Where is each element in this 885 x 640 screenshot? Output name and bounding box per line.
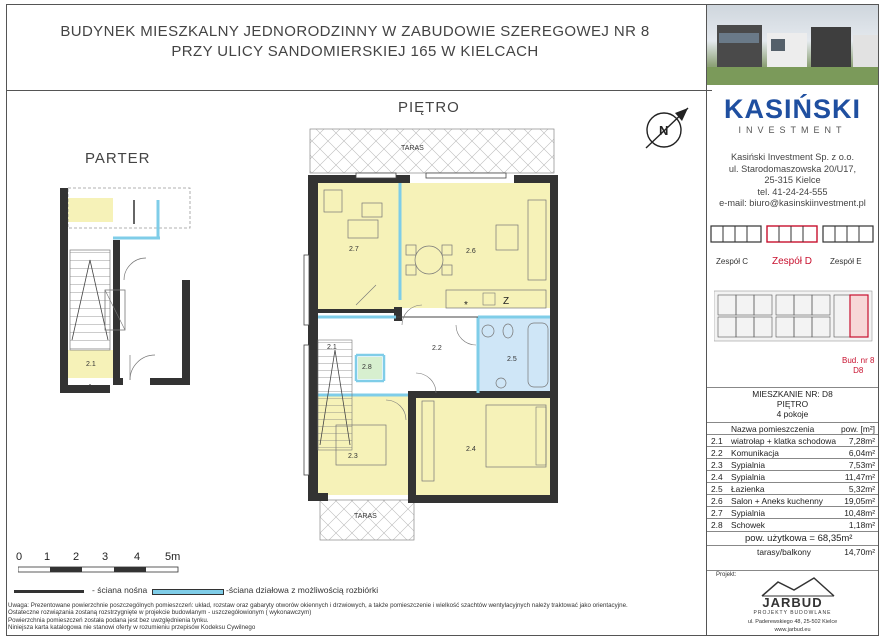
- zespol-d-label: Zespół D: [772, 256, 813, 267]
- note-line: Uwaga: Prezentowane powierzchnie poszczególnych pomieszczeń: układ, rozstaw oraz gabaryty otworów okiennych i drzwiowych, a także pomieszczenie i wielkość szachtów wentylacyjnych należy traktować jako orientacyjne.: [8, 602, 628, 609]
- zespol-e-label: Zespół E: [830, 257, 862, 266]
- note-line: Powierzchnia pomieszczeń została podana jest bez uwzględnienia tynku.: [8, 616, 209, 624]
- scale-tick: 5m: [165, 551, 181, 563]
- building-photo: [707, 5, 878, 85]
- room-label-2-4: 2.4: [466, 446, 476, 453]
- scale-tick: 4: [134, 551, 141, 563]
- col-name-header: Nazwa pomieszczenia: [731, 424, 815, 434]
- room-no: 2.3: [711, 460, 723, 470]
- jarbud-web: www.jarbud.eu: [774, 627, 811, 633]
- kasinski-logo: [707, 90, 878, 148]
- room-no: 2.7: [711, 508, 723, 518]
- note-line: Niniejsza karta katalogowa nie stanowi oferty w rozumieniu przepisów Kodeksu Cywilnego: [8, 624, 256, 632]
- zespol-icons: [709, 222, 877, 248]
- table-row: [707, 446, 878, 459]
- usable-area: pow. użytkowa = 68,35m²: [745, 533, 853, 544]
- jarbud-subtext: PROJEKTY BUDOWLANE: [753, 610, 832, 616]
- partition-wall-legend: -ściana działowa z możliwością rozbiórki: [226, 585, 379, 595]
- upper-floor-label: PIĘTRO: [398, 99, 460, 116]
- ground-floor-plan: [50, 180, 200, 425]
- table-row: [707, 482, 878, 495]
- logo-subtext: INVESTMENT: [738, 125, 847, 135]
- room-label-2-8: 2.8: [362, 364, 372, 371]
- apartment-title: MIESZKANIE NR: D8: [707, 387, 878, 399]
- document-title: [10, 22, 700, 62]
- building-number: Bud. nr 8: [842, 356, 875, 365]
- logo-text: KASIŃSKI: [723, 94, 861, 124]
- project-label: Projekt:: [716, 572, 737, 578]
- scale-bar: [18, 565, 183, 575]
- bearing-wall-swatch: [14, 590, 84, 593]
- room-name: Salon + Aneks kuchenny: [731, 496, 823, 506]
- scale-tick: 0: [16, 551, 23, 563]
- site-plan-mini: [714, 289, 874, 343]
- usable-area-row: [707, 531, 878, 545]
- table-row: [707, 506, 878, 519]
- company-line: tel. 41-24-24-555: [757, 186, 828, 197]
- col-area-header: pow. [m²]: [841, 424, 875, 434]
- room-area: 7,28m²: [848, 436, 875, 446]
- upper-floor-plan: [296, 125, 566, 545]
- star-mark: *: [464, 300, 468, 311]
- building-code: D8: [853, 366, 864, 375]
- room-no: 2.1: [711, 436, 723, 446]
- company-line: 25-315 Kielce: [764, 175, 821, 185]
- scale-tick: 3: [102, 551, 109, 563]
- table-header-row: [707, 422, 878, 435]
- company-info: [707, 152, 878, 210]
- room-label-2-2: 2.2: [432, 345, 442, 352]
- room-name: Łazienka: [731, 484, 765, 494]
- scale-tick: 2: [73, 551, 80, 563]
- room-no: 2.8: [711, 520, 723, 530]
- company-line: ul. Starodomaszowska 20/U17,: [728, 163, 857, 174]
- room-label-2-7: 2.7: [349, 246, 359, 253]
- table-row: [707, 470, 878, 483]
- note-line: Ostateczne rozwiązania zostaną rozstrzygnięte w projekcie budowlanym - uszczegółowionym ( wykonawczym): [8, 609, 312, 617]
- jarbud-logo-text: JARBUD: [762, 595, 823, 610]
- title-line-1: BUDYNEK MIESZKALNY JEDNORODZINNY W ZABUDOWIE SZEREGOWEJ NR 8: [60, 23, 650, 40]
- terrace-area: 14,70m²: [844, 547, 875, 557]
- scale-tick: 1: [44, 551, 51, 563]
- room-name: Sypialnia: [731, 460, 765, 470]
- title-line-2: PRZY ULICY SANDOMIERSKIEJ 165 W KIELCACH: [171, 43, 539, 60]
- company-line: e-mail: biuro@kasinskiinvestment.pl: [719, 198, 866, 208]
- table-row: [707, 494, 878, 507]
- building-label: [842, 356, 874, 376]
- room-label-2-1: 2.1: [327, 344, 337, 351]
- table-row: [707, 518, 878, 531]
- terrace-top-label: TARAS: [401, 145, 424, 152]
- header-divider: [6, 90, 712, 91]
- terrace-label: tarasy/balkony: [757, 547, 811, 557]
- disclaimer-notes: [8, 602, 708, 632]
- room-name: Sypialnia: [731, 472, 765, 482]
- jarbud-address: ul. Paderewskiego 48, 25-502 Kielce: [747, 619, 838, 625]
- north-arrow-icon: [638, 100, 694, 156]
- bearing-wall-legend: - ściana nośna: [92, 585, 148, 595]
- room-area: 19,05m²: [844, 496, 875, 506]
- room-name: Sypialnia: [731, 508, 765, 518]
- room-name: Komunikacja: [731, 448, 779, 458]
- room-area: 10,48m²: [844, 508, 875, 518]
- table-bottom-line: [707, 570, 878, 571]
- room-label-2-3: 2.3: [348, 453, 358, 460]
- terrace-bottom-label: TARAS: [354, 513, 377, 520]
- room-area: 11,47m²: [844, 472, 875, 482]
- table-row: [707, 458, 878, 471]
- room-area: 7,53m²: [848, 460, 875, 470]
- terrace-row: [707, 545, 878, 558]
- room-name: wiatrołap + klatka schodowa: [731, 436, 836, 446]
- room-area: 6,04m²: [848, 448, 875, 458]
- table-row: [707, 434, 878, 447]
- apartment-floor: PIĘTRO: [776, 399, 809, 409]
- company-line: Kasiński Investment Sp. z o.o.: [730, 152, 855, 162]
- room-no: 2.4: [711, 472, 723, 482]
- room-name: Schowek: [731, 520, 765, 530]
- partition-wall-swatch: [152, 589, 224, 595]
- room-area: 5,32m²: [848, 484, 875, 494]
- apartment-table: [707, 387, 878, 557]
- fridge-mark: Z: [503, 296, 510, 307]
- apartment-rooms-count: 4 pokoje: [776, 409, 809, 419]
- zespol-c-label: Zespół C: [716, 257, 749, 266]
- room-area: 1,18m²: [848, 520, 875, 530]
- room-label-2-6: 2.6: [466, 248, 476, 255]
- room-label-2-1-parter: 2.1: [86, 361, 96, 368]
- ground-floor-label: PARTER: [85, 150, 151, 167]
- room-no: 2.2: [711, 448, 723, 458]
- svg-text:N: N: [659, 123, 669, 138]
- room-no: 2.5: [711, 484, 723, 494]
- room-no: 2.6: [711, 496, 723, 506]
- room-label-2-5: 2.5: [507, 356, 517, 363]
